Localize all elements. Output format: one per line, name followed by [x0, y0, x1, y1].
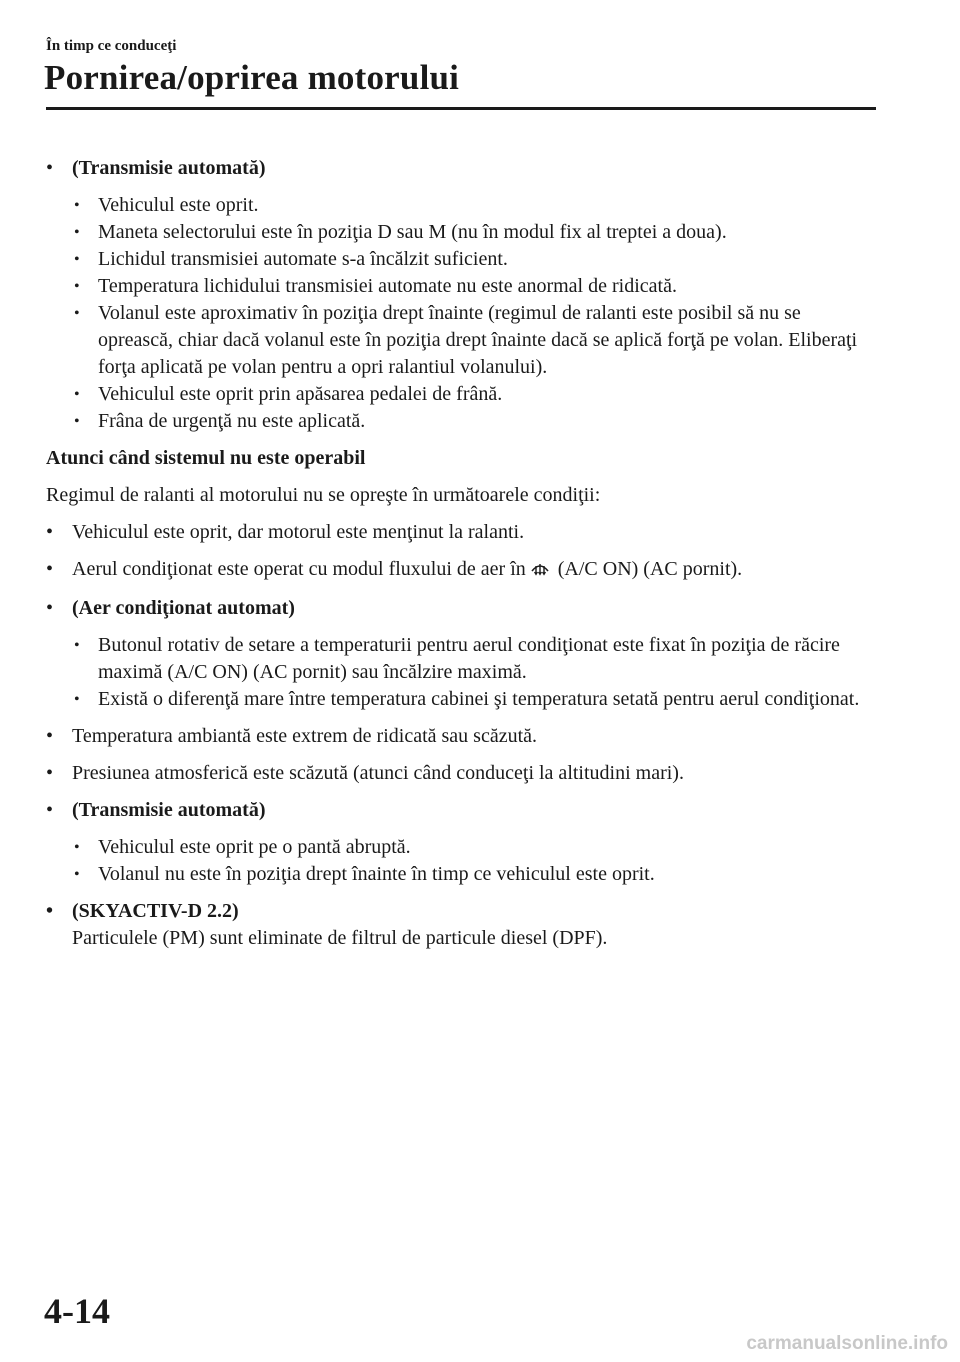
bullet-icon: •: [74, 866, 80, 883]
bullet-icon: •: [74, 386, 80, 403]
sub-list-item: • Frâna de urgenţă nu este aplicată.: [72, 408, 876, 435]
bullet-icon: •: [46, 799, 54, 821]
watermark: carmanualsonline.info: [746, 1333, 948, 1354]
bullet-icon: •: [46, 900, 54, 922]
bullet-icon: •: [46, 762, 54, 784]
bullet-icon: •: [74, 839, 80, 856]
bullet-icon: •: [74, 691, 80, 708]
sub-list-item: • Maneta selectorului este în poziţia D sau M (nu în modul fix al treptei a doua).: [72, 219, 876, 246]
list-item: [46, 595, 876, 622]
sub-list-automatic-transmission-2: [72, 834, 876, 888]
sub-list-item: • Butonul rotativ de setare a temperaturii pentru aerul condiţionat este fixat în poziţia de răcire maximă (A/C ON) (AC pornit) sau încălzire maximă.: [74, 634, 840, 683]
bullet-icon: •: [74, 278, 80, 295]
list-item: [46, 797, 876, 824]
bullet-icon: •: [46, 157, 54, 179]
bullet-icon: •: [46, 558, 54, 580]
bullet-icon: •: [74, 197, 80, 214]
bullet-icon: •: [46, 597, 54, 619]
sub-list-automatic-transmission: [72, 192, 876, 435]
block-title-automatic-ac: (Aer condiţionat automat): [72, 597, 295, 619]
bullet-icon: •: [74, 224, 80, 241]
page-content: [46, 155, 876, 962]
sub-list-item: • Există o diferenţă mare între temperatura cabinei şi temperatura setată pentru aerul condiţionat.: [72, 686, 876, 713]
windshield-defrost-icon: [530, 558, 550, 585]
list-item: • Presiunea atmosferică este scăzută (atunci când conduceţi la altitudini mari).: [46, 760, 876, 787]
sub-list-item: • Temperatura lichidului transmisiei automate nu este anormal de ridicată.: [72, 273, 876, 300]
list-item: • Aerul condiţionat este operat cu modul fluxului de aer în (A/C ON) (AC pornit).: [46, 556, 876, 585]
list-item: • (SKYACTIV-D 2.2) Particulele (PM) sunt eliminate de filtrul de particule diesel (DPF).: [46, 898, 876, 952]
bullet-icon: •: [74, 637, 80, 654]
intro-paragraph: Regimul de ralanti al motorului nu se opreşte în următoarele condiţii:: [46, 484, 601, 506]
sub-list-automatic-ac: [72, 632, 876, 713]
sub-list-item: • Vehiculul este oprit pe o pantă abruptă.: [72, 834, 876, 861]
sub-list-item: • Volanul este aproximativ în poziţia drept înainte (regimul de ralanti este posibil să nu se oprească, chiar dacă volanul este în poziţia drept înainte dacă se aplică forţă pe volan. Eliberaţi forţa aplicată pe volan pentru a opri ralantiul volanului).: [74, 302, 858, 378]
sub-list-item: • Lichidul transmisiei automate s-a încălzit suficient.: [72, 246, 876, 273]
bullet-icon: •: [46, 725, 54, 747]
list-item: [46, 155, 876, 182]
section-heading: Atunci când sistemul nu este operabil: [46, 447, 366, 469]
title-divider: [46, 107, 876, 110]
section-label: În timp ce conduceţi: [46, 38, 177, 54]
bullet-icon: •: [74, 413, 80, 430]
bullet-icon: •: [74, 251, 80, 268]
page-title: Pornirea/oprirea motorului: [44, 58, 460, 97]
list-item: • Vehiculul este oprit, dar motorul este menţinut la ralanti.: [46, 519, 876, 546]
list-item: • Temperatura ambiantă este extrem de ridicată sau scăzută.: [46, 723, 876, 750]
sub-list-item: • Volanul nu este în poziţia drept înainte în timp ce vehiculul este oprit.: [72, 861, 876, 888]
block-title-skyactiv: (SKYACTIV-D 2.2): [72, 900, 239, 922]
bullet-icon: •: [74, 305, 80, 322]
block-title-automatic-transmission: (Transmisie automată): [72, 157, 266, 179]
block-title-automatic-transmission-2: (Transmisie automată): [72, 799, 266, 821]
sub-list-item: • Vehiculul este oprit.: [72, 192, 876, 219]
page-number: 4-14: [44, 1291, 110, 1331]
sub-list-item: • Vehiculul este oprit prin apăsarea pedalei de frână.: [72, 381, 876, 408]
bullet-icon: •: [46, 521, 54, 543]
